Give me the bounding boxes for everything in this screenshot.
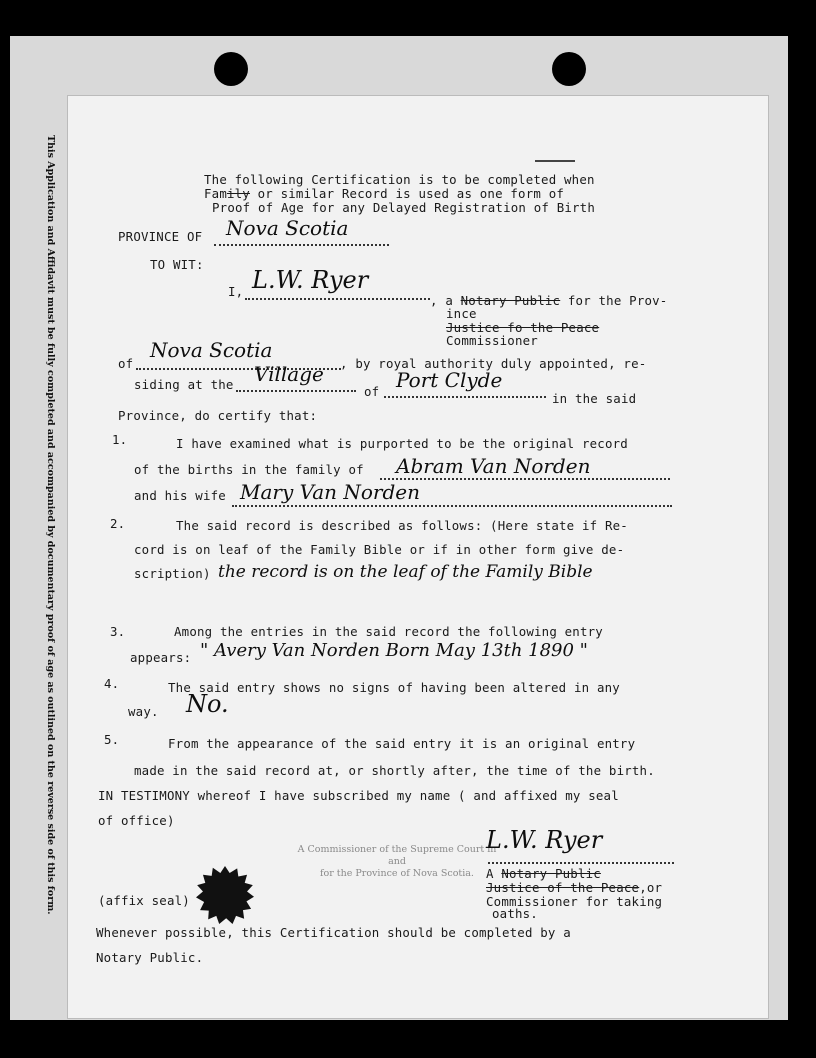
signature: L.W. Ryer — [486, 826, 603, 854]
residing-place-1: Village — [254, 362, 324, 386]
sign-oaths: oaths. — [492, 906, 538, 921]
item-2-line-a: The said record is described as follows: (Here state if Re- — [176, 518, 628, 533]
punch-hole — [214, 52, 248, 86]
header-line-2: Family or similar Record is used as one form of — [204, 186, 565, 201]
footer-line-2: Notary Public. — [96, 950, 204, 965]
side-instruction: This Application and Affidavit must be fully completed and accompanied by documentary proof of age as outlined on the reverse side of this form. — [45, 135, 56, 915]
mother-name: Mary Van Norden — [240, 480, 421, 504]
signer-title: , a Notary Public for the Prov- — [430, 293, 668, 308]
item-5-line-a: From the appearance of the said entry it is an original entry — [168, 736, 636, 751]
mother-line — [232, 505, 672, 507]
signer-line — [245, 298, 430, 300]
item-1-number: 1. — [112, 432, 128, 447]
item-4-line-a: The said entry shows no signs of having been altered in any — [168, 680, 620, 695]
certify-text: Province, do certify that: — [118, 408, 318, 423]
residing-line-1 — [236, 390, 356, 392]
item-1-line-a: I have examined what is purported to be the original record — [176, 436, 628, 451]
residing-place-2: Port Clyde — [396, 368, 503, 392]
residing-of: of — [364, 384, 380, 399]
signer-commissioner: Commissioner — [446, 333, 538, 348]
of-text: , by royal authority duly appointed, re- — [340, 356, 647, 371]
punch-hole — [552, 52, 586, 86]
seal-label: (affix seal) — [98, 893, 190, 908]
birth-entry: " Avery Van Norden Born May 13th 1890 " — [200, 640, 588, 661]
header-rule — [535, 160, 575, 162]
father-name: Abram Van Norden — [396, 454, 591, 478]
sign-notary: A Notary Public — [486, 866, 601, 881]
signer-ince: ince — [446, 306, 477, 321]
signer-name: L.W. Ryer — [252, 266, 369, 294]
item-3-number: 3. — [110, 624, 126, 639]
item-1-line-c: and his wife — [134, 488, 226, 503]
item-4-answer: No. — [186, 690, 229, 718]
item-2-line-b: cord is on leaf of the Family Bible or if in other form give de- — [134, 542, 625, 557]
sign-justice: Justice of the Peace,or — [486, 880, 663, 895]
item-2-number: 2. — [110, 516, 126, 531]
of-value: Nova Scotia — [150, 338, 273, 362]
record-description: the record is on the leaf of the Family Bible — [218, 562, 593, 582]
item-4-line-b: way. — [128, 704, 159, 719]
item-2-line-c: scription) — [134, 566, 211, 581]
item-1-line-b: of the births in the family of — [134, 462, 364, 477]
province-value: Nova Scotia — [226, 216, 349, 240]
sign-commissioner: Commissioner for taking — [486, 894, 663, 909]
signer-prefix: I, — [228, 284, 244, 299]
father-line — [380, 478, 670, 480]
residing-line-2 — [384, 396, 546, 398]
item-5-line-b: made in the said record at, or shortly after, the time of the birth. — [134, 763, 655, 778]
header-line-3: Proof of Age for any Delayed Registration of Birth — [212, 200, 595, 215]
testimony-line-1: IN TESTIMONY whereof I have subscribed my name ( and affixed my seal — [98, 788, 619, 803]
item-4-number: 4. — [104, 676, 120, 691]
signature-line — [488, 862, 674, 864]
header-line-1: The following Certification is to be completed when — [204, 172, 595, 187]
province-line — [214, 244, 389, 246]
residing-text: in the said — [552, 391, 637, 406]
of-label: of — [118, 356, 134, 371]
to-wit-label: TO WIT: — [150, 257, 204, 272]
item-3-line-b: appears: — [130, 650, 192, 665]
footer-line-1: Whenever possible, this Certification should be completed by a — [96, 925, 571, 940]
residing-label: siding at the — [134, 377, 234, 392]
testimony-line-2: of office) — [98, 813, 175, 828]
commissioner-stamp: A Commissioner of the Supreme Court in and for the Province of Nova Scotia. — [297, 844, 497, 879]
signer-justice: Justice fo the Peace — [446, 320, 600, 335]
item-3-line-a: Among the entries in the said record the following entry — [174, 624, 603, 639]
item-5-number: 5. — [104, 732, 120, 747]
province-label: PROVINCE OF — [118, 229, 203, 244]
